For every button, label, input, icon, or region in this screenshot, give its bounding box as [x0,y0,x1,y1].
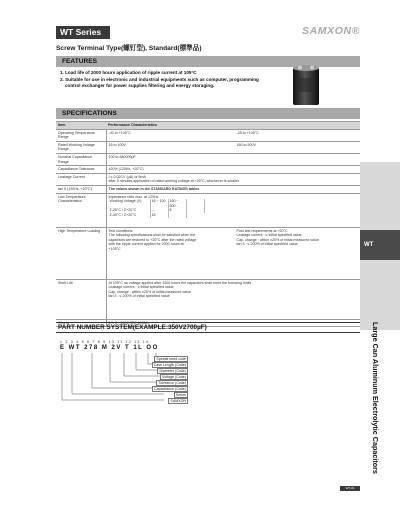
side-tab-label: WT [360,230,400,260]
grid-cell: Z-40°C / Z+20°C [109,213,151,218]
text-line: Cap. change : within ±20% of initial measured value [108,289,191,294]
value-a: -40 to +105°C [108,130,131,135]
row-value: 100 to 680000µF [106,153,360,165]
row-label: Shelf Life [56,279,106,319]
row-label: Operating Temperature Range [56,129,106,141]
leader-lines [60,340,170,420]
grid-cell: Working Voltage (V) [109,199,151,208]
row-value [106,279,360,319]
impedance-grid [109,199,359,217]
grid-cell: 8 [169,208,187,213]
impedance-header: Impedance ratio max. at 120Hz [108,194,159,199]
series-tag: WT Series [56,26,110,39]
text-line: +105°C [108,246,121,251]
text-line: capacitors are restored to +20°C after the rated voltage [108,237,197,242]
text-line: Cap. change : within ±20% of initial measured value [236,237,319,242]
pn-label: SAMXON [170,399,186,403]
value-a: 16 to 100V [108,142,126,147]
text-line: Leakage current : ≤ Initial specified value [236,233,302,238]
endurance-conditions [109,229,237,252]
feature-item: 1. Load life of 2000 hours application of ripple current at 105°C [60,70,197,75]
table-row [56,279,360,319]
part-number-heading: PART NUMBER SYSTEM(EXAMPLE:350V2700µF) [56,322,360,333]
table-row [56,193,360,227]
row-value [106,227,360,279]
position-numbers: 1 2 3 4 5 6 7 8 9 10 11 12 13 14 [60,340,150,344]
brand-logo: SAMXON® [301,25,360,37]
row-value: The values shown in the STANDARD RATINGS tables [106,185,360,193]
column-header-item: Item [56,122,106,130]
features-list [60,70,270,90]
side-category-title: Large Can Aluminum Electrolytic Capacitors [371,322,380,474]
table-header-row [56,122,360,130]
row-label: Others [56,319,106,327]
grid-cell: 16 ~ 100 [151,199,169,208]
leakage-line: after 5 minutes application of rated working voltage at +20°C, whichever is smaller [108,179,240,184]
text-line: Post test requirements at +20°C [236,228,288,233]
row-value: ±20% (120Hz, +20°C) [106,166,360,174]
pn-label: Case Length (Code) [153,363,186,367]
table-row [56,227,360,279]
page-number: WT-01 [340,486,360,491]
table-row [56,173,360,185]
leakage-line: I ≤ 0.02CV (µA) or 5mA [108,174,146,179]
pn-label: Capacitance (Code) [154,387,186,391]
text-line: tan δ : ≤ 200% of initial specified value [108,294,170,299]
value-b: -25 to +105°C [236,130,259,135]
page-subtitle: Screw Terminal Type(螺钉型), Standard(標準品) [56,45,202,52]
table-row [56,141,360,153]
table-row [56,129,360,141]
row-value [106,193,360,227]
features-heading: FEATURES [56,56,360,67]
pn-label: Tolerance (Code) [158,381,186,385]
value-b: 160 to 500V [236,142,256,147]
text-line: The following specifications shall be satisfied when the [108,233,196,238]
specifications-table [56,121,360,327]
row-value: JIS C - 5101 (IEC 60384) [106,319,360,327]
part-number-code: E WT 278 M 2V T 1L OO [60,345,159,351]
text-line: Leakage current : ≤ Initial specified value [108,285,174,290]
row-label: Leakage Current [56,173,106,185]
feature-item: 2. Suitable for use in electronic and industrial equipments such as computer, programming [60,76,259,82]
text-line: tan δ : ≤ 200% of initial specified value [236,242,298,247]
text-line: At 105°C no voltage applied after 1000 hours the capacitors shall meet the following limits [108,280,252,285]
row-label: Capacitance Tolerance [56,166,106,174]
row-value [106,173,360,185]
row-label: tan δ (120Hz, +20°C) [56,185,106,193]
table-row [56,153,360,165]
row-label: High Temperature Loading [56,227,106,279]
grid-cell [169,213,187,218]
grid-cell: Z-25°C / Z+20°C [109,208,151,213]
column-header-characteristics: Performance Characteristics [106,122,360,130]
row-value [106,141,360,153]
endurance-requirements [237,229,319,252]
text-line: Test conditions [108,228,133,233]
pn-label: Diameter (Code) [159,369,186,373]
capacitor-photo [290,64,322,106]
row-label: Nominal Capacitance Range [56,153,106,165]
part-number-diagram [60,340,200,420]
feature-item: control exchanger for power supplies filtering and energy storaging. [65,83,215,89]
pn-label: Voltage (Code) [162,375,186,379]
grid-cell: 16 [151,213,169,218]
row-label: Low Temperature Characteristics [56,193,106,227]
grid-cell: — [151,208,169,213]
pn-label: Special need code [156,357,186,361]
specifications-heading: SPECIFICATIONS [56,108,360,119]
row-label: Rated Working Voltage Range [56,141,106,153]
table-row [56,185,360,193]
row-value [106,129,360,141]
text-line: with the ripple current applied for 2000 hours at [108,242,184,247]
grid-cell: 160 ~ 500 [169,199,187,208]
table-row [56,166,360,174]
pn-label: Series [175,393,186,397]
